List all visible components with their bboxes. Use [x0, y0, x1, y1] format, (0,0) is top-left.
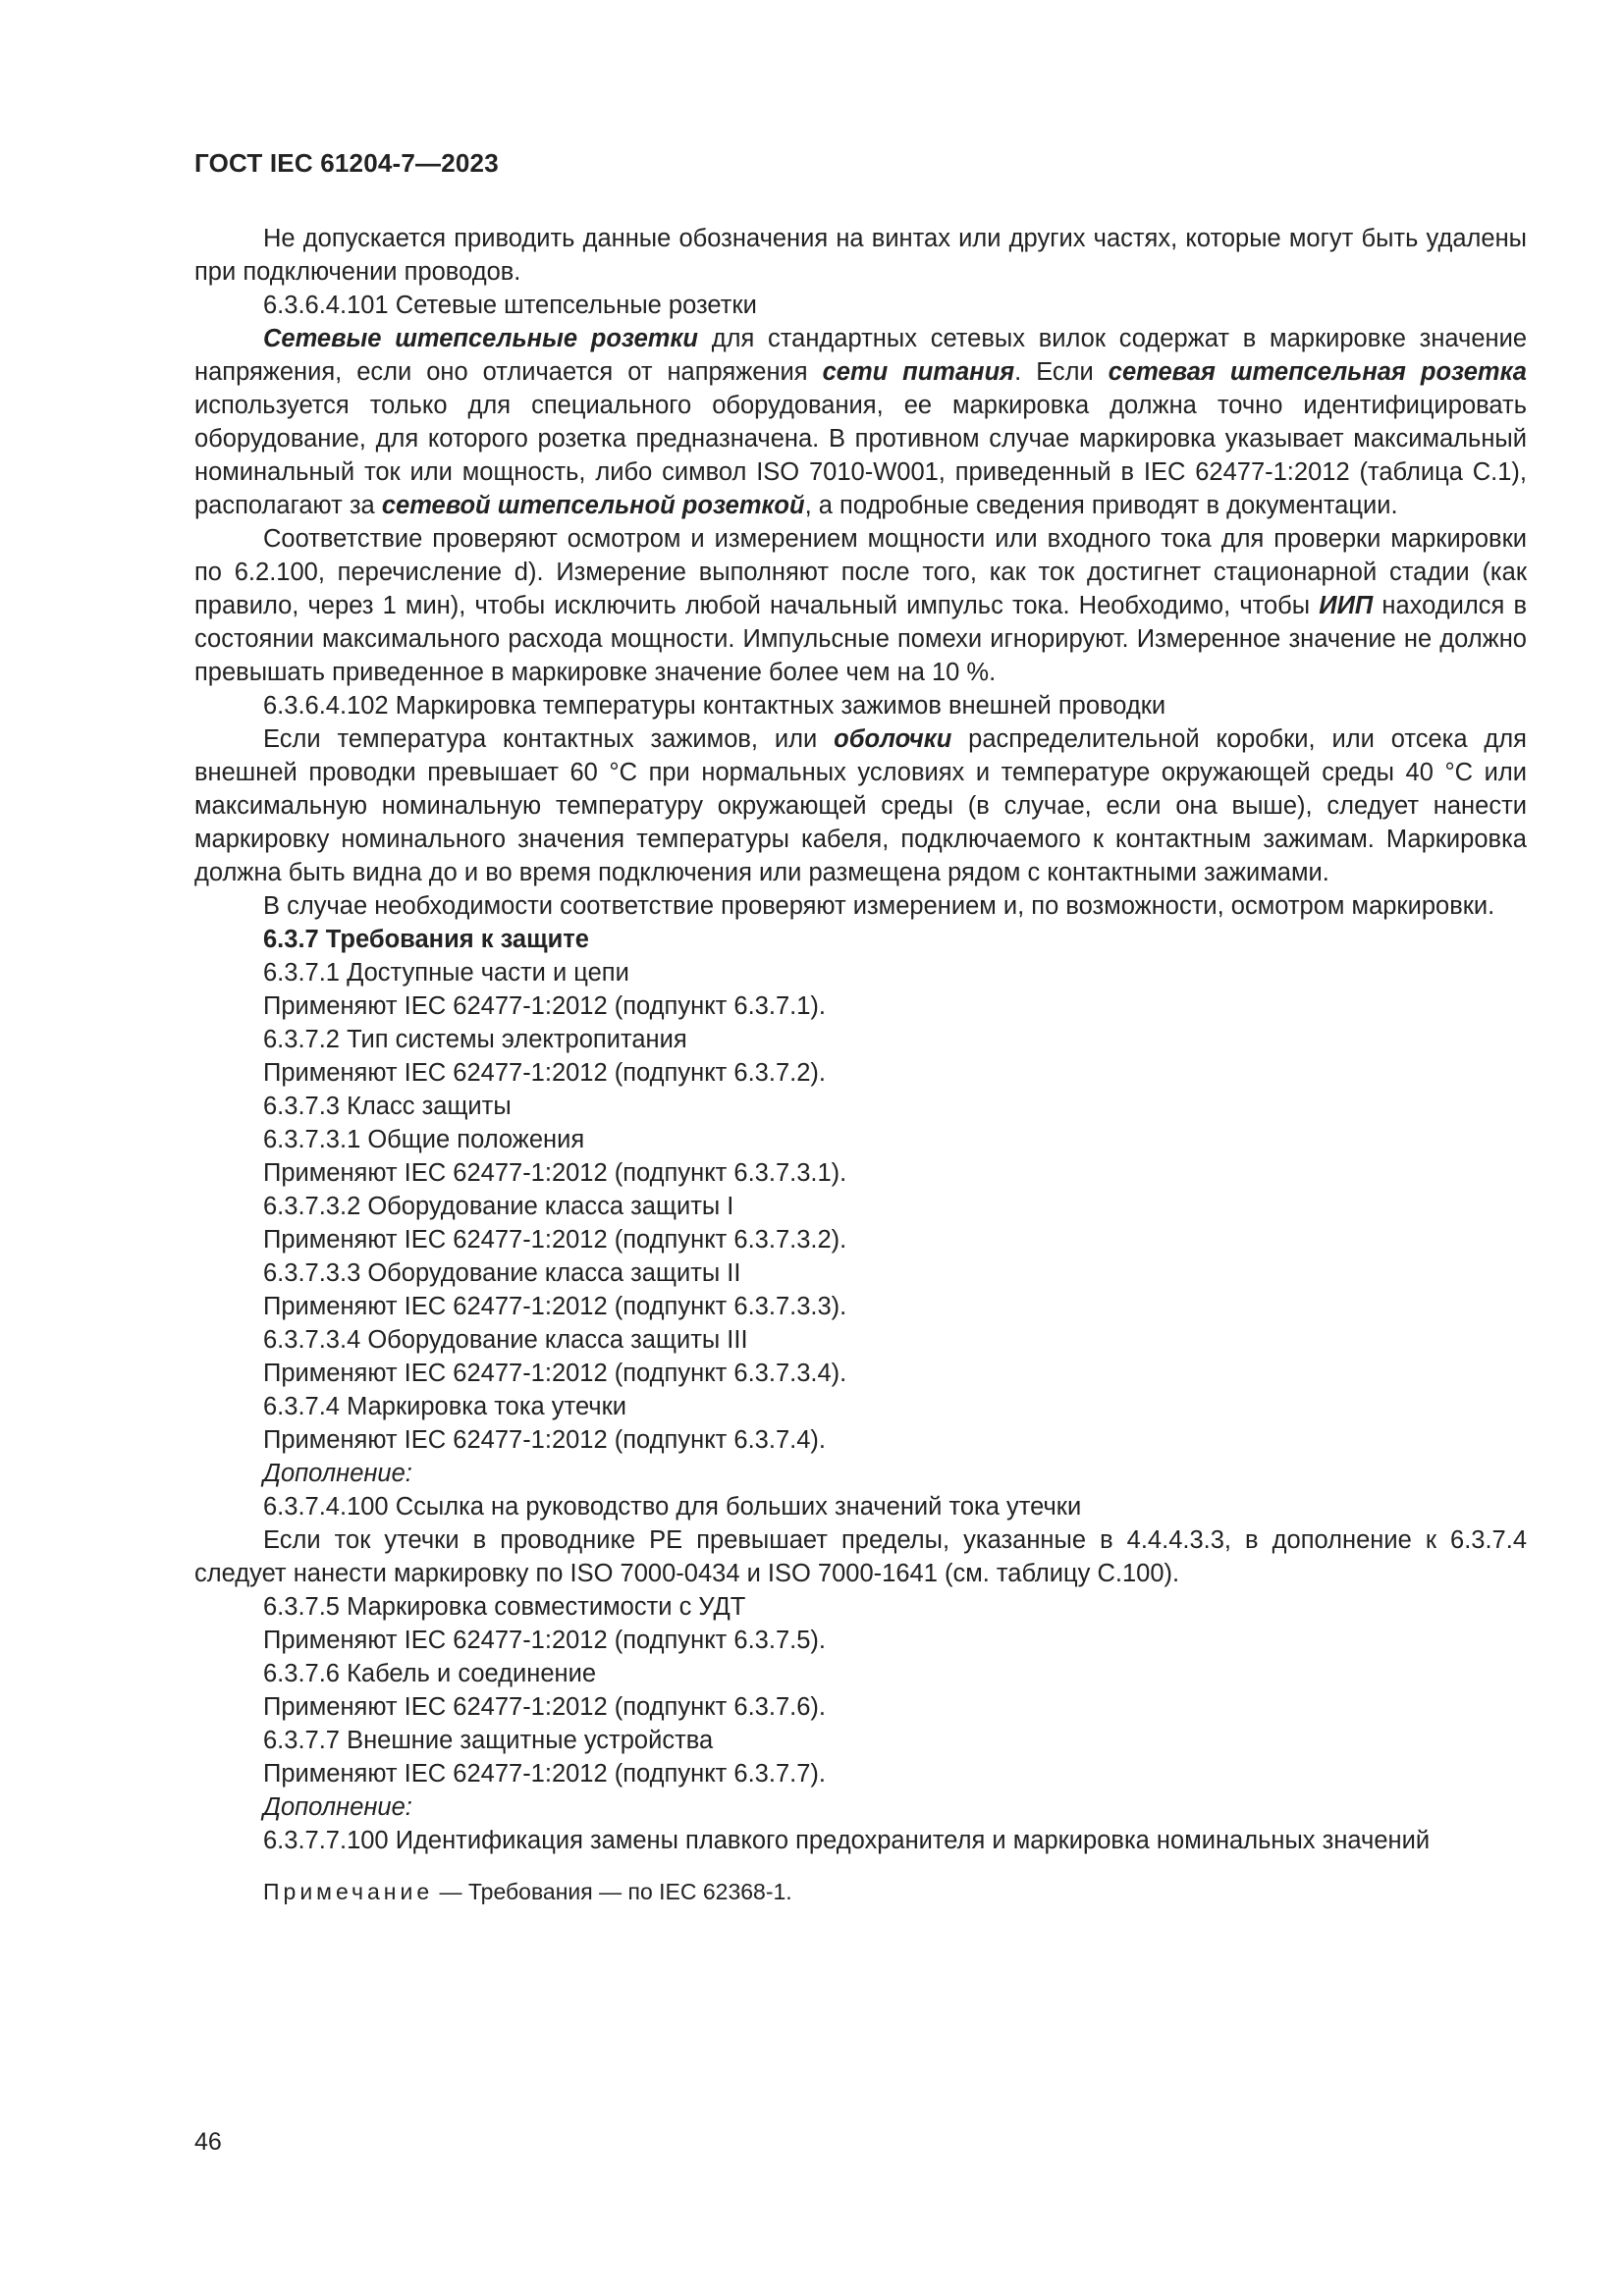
list-line: 6.3.7.5 Маркировка совместимости с УДТ [263, 1593, 746, 1621]
list-line: 6.3.7.2 Тип системы электропитания [263, 1026, 687, 1053]
note [194, 1875, 1527, 1908]
document-header: ГОСТ IEC 61204-7—2023 [194, 148, 499, 178]
paragraph-leakage: Если ток утечки в проводнике РЕ превышает пределы, указанные в 4.4.4.3.3, в дополнение к 6.3.7.4 следует нанести маркировку по ISO 7000-0434 и ISO 7000-1641 (см. таблицу С.100). [194, 1526, 1527, 1587]
list-line: 6.3.7.3.1 Общие положения [263, 1126, 585, 1153]
list-line: 6.3.7.4 Маркировка тока утечки [263, 1393, 626, 1420]
note-text: — Требования — по IEC 62368-1. [433, 1879, 792, 1904]
subsection-6-3-6-4-102: 6.3.6.4.102 Маркировка температуры контактных зажимов внешней проводки [263, 692, 1166, 720]
list-line: Применяют IEC 62477-1:2012 (подпункт 6.3.7.3.4). [263, 1360, 847, 1387]
list-line: Применяют IEC 62477-1:2012 (подпункт 6.3.7.5). [263, 1627, 826, 1654]
list-line: 6.3.7.6 Кабель и соединение [263, 1660, 597, 1687]
paragraph-temperature: Если температура контактных зажимов, или оболочки распределительной коробки, или отсека для внешней проводки превышает 60 °С при нормальных условиях и температуре окружающей среды 40 °С или максимальную номинальную температуру окружающей среды (в случае, если она выше), следует нанести маркировку номинального значения температуры кабеля, подключаемого к контактным зажимам. Маркировка должна быть видна до и во время подключения или размещена рядом с контактными зажимами. [194, 725, 1527, 886]
list-line: Применяют IEC 62477-1:2012 (подпункт 6.3.7.6). [263, 1693, 826, 1721]
list-line: Применяют IEC 62477-1:2012 (подпункт 6.3.7.3.1). [263, 1159, 847, 1187]
section-heading-6-3-7: 6.3.7 Требования к защите [263, 926, 589, 953]
list-line: 6.3.7.1 Доступные части и цепи [263, 959, 629, 987]
list-line: 6.3.7.3 Класс защиты [263, 1093, 512, 1120]
paragraph-screws: Не допускается приводить данные обозначения на винтах или других частях, которые могут быть удалены при подключении проводов. [194, 225, 1527, 286]
list-line: Применяют IEC 62477-1:2012 (подпункт 6.3.7.1). [263, 992, 826, 1020]
note-label: Примечание [263, 1879, 434, 1904]
document-body [194, 222, 1527, 1908]
list-line: Применяют IEC 62477-1:2012 (подпункт 6.3.7.7). [263, 1760, 826, 1788]
list-line: 6.3.7.3.2 Оборудование класса защиты I [263, 1193, 734, 1220]
list-line: 6.3.7.3.4 Оборудование класса защиты III [263, 1326, 748, 1354]
addition-label: Дополнение: [263, 1460, 412, 1487]
paragraph-measurement: В случае необходимости соответствие проверяют измерением и, по возможности, осмотром маркировки. [263, 892, 1495, 920]
subsection-6-3-6-4-101: 6.3.6.4.101 Сетевые штепсельные розетки [263, 292, 757, 319]
list-line: 6.3.7.7 Внешние защитные устройства [263, 1727, 714, 1754]
paragraph-sockets: Сетевые штепсельные розетки для стандартных сетевых вилок содержат в маркировке значение напряжения, если оно отличается от напряжения сети питания. Если сетевая штепсельная розетка используется только для специального оборудования, ее маркировка должна точно идентифицировать оборудование, для которого розетка предназначена. В противном случае маркировка указывает максимальный номинальный ток или мощность, либо символ ISO 7010-W001, приведенный в IEC 62477-1:2012 (таблица С.1), располагают за сетевой штепсельной розеткой, а подробные сведения приводят в документации. [194, 325, 1528, 519]
list-line: Применяют IEC 62477-1:2012 (подпункт 6.3.7.3.2). [263, 1226, 847, 1254]
subsection-6-3-7-7-100: 6.3.7.7.100 Идентификация замены плавкого предохранителя и маркировка номинальных значений [263, 1827, 1431, 1854]
paragraph-compliance: Соответствие проверяют осмотром и измерением мощности или входного тока для проверки маркировки по 6.2.100, перечисление d). Измерение выполняют после того, как ток достигнет стационарной стадии (как правило, через 1 мин), чтобы исключить любой начальный импульс тока. Необходимо, чтобы ИИП находился в состоянии максимального расхода мощности. Импульсные помехи игнорируют. Измеренное значение не должно превышать приведенное в маркировке значение более чем на 10 %. [194, 525, 1527, 686]
list-line: Применяют IEC 62477-1:2012 (подпункт 6.3.7.3.3). [263, 1293, 847, 1320]
list-line: Применяют IEC 62477-1:2012 (подпункт 6.3.7.4). [263, 1426, 826, 1454]
list-line: 6.3.7.3.3 Оборудование класса защиты II [263, 1259, 741, 1287]
addition-label: Дополнение: [263, 1793, 412, 1821]
subsection-6-3-7-4-100: 6.3.7.4.100 Ссылка на руководство для больших значений тока утечки [263, 1493, 1082, 1521]
page-number: 46 [194, 2128, 222, 2156]
list-line: Применяют IEC 62477-1:2012 (подпункт 6.3.7.2). [263, 1059, 826, 1087]
